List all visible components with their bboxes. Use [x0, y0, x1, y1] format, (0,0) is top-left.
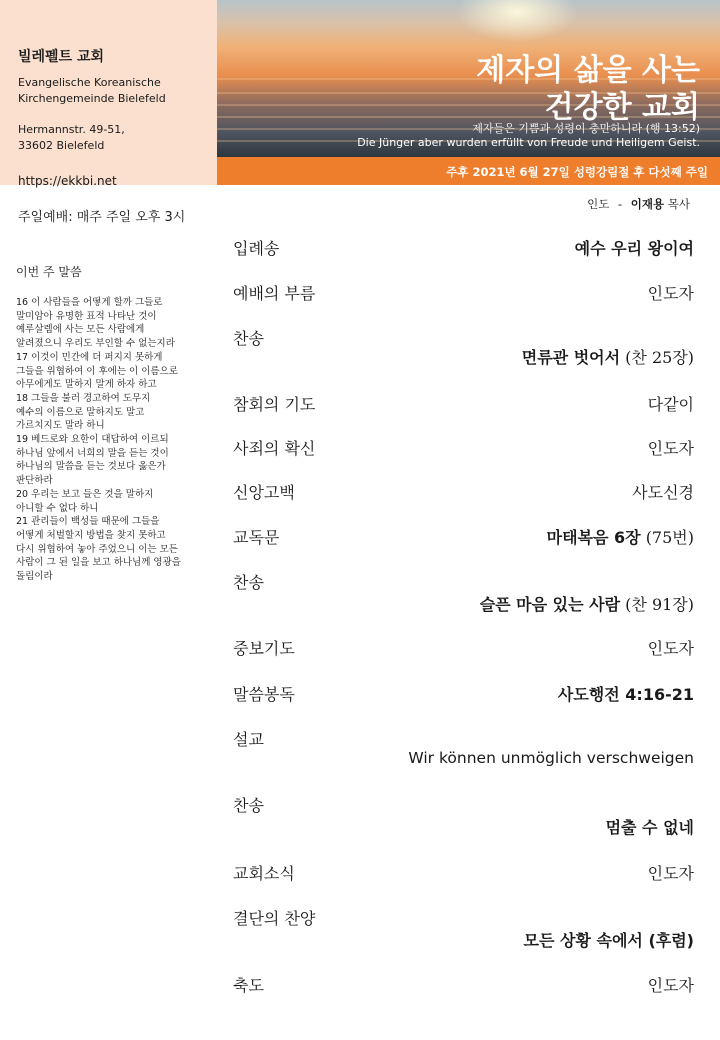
order-label-assurance: 사죄의 확신 [233, 439, 316, 458]
order-value-hymn-1 [522, 345, 694, 368]
order-label-commitment-song: 결단의 찬양 [233, 909, 316, 928]
hymn-1-title: 면류관 벗어서 [521, 348, 621, 367]
order-label-hymn-3: 찬송 [233, 796, 264, 815]
order-label-confession: 참회의 기도 [233, 395, 316, 414]
order-label-benediction: 축도 [233, 976, 264, 995]
order-value-intercession: 인도자 [647, 639, 694, 658]
order-label-intercession: 중보기도 [233, 639, 295, 658]
order-value-announcements: 인도자 [647, 864, 694, 883]
leader-title: 목사 [667, 197, 690, 211]
motto-line1: 제자의 삶을 사는 [476, 53, 700, 88]
order-value-assurance: 인도자 [647, 439, 694, 458]
order-label-scripture-reading: 말씀봉독 [233, 685, 295, 704]
theme-verse-ko: 제자들은 기쁨과 성령이 충만하니라 (행 13:52) [472, 122, 700, 135]
hymn-2-ref: (찬 91장) [625, 595, 694, 614]
order-value-hymn-3: 멈출 수 없네 [605, 818, 694, 837]
order-value-benediction: 인도자 [647, 976, 694, 995]
order-label-call-to-worship: 예배의 부름 [233, 284, 316, 303]
address-line2: 33602 Bielefeld [18, 139, 105, 152]
address-line1: Hermannstr. 49-51, [18, 123, 125, 136]
website-link[interactable]: https://ekkbi.net [18, 174, 117, 188]
order-label-responsive-reading: 교독문 [233, 528, 280, 547]
church-name-de-line2: Kirchengemeinde Bielefeld [18, 92, 166, 105]
hymn-1-ref: (찬 25장) [625, 348, 694, 367]
order-value-entrance-hymn: 예수 우리 왕이여 [574, 239, 694, 258]
order-value-call-to-worship: 인도자 [647, 284, 694, 303]
order-value-hymn-2 [480, 592, 694, 615]
order-label-entrance-hymn: 입례송 [233, 239, 280, 258]
order-value-responsive-reading [547, 525, 694, 548]
church-info-panel [0, 0, 217, 188]
responsive-reading-ref: (75번) [645, 528, 694, 547]
church-name-ko: 빌레펠트 교회 [18, 49, 105, 65]
theme-verse-de: Die Jünger aber wurden erfüllt von Freude und Heiligem Geist. [357, 136, 700, 149]
sunset-banner [217, 0, 720, 157]
leader-role: 인도 [587, 197, 610, 211]
order-value-creed: 사도신경 [632, 483, 694, 502]
worship-leader [587, 196, 690, 212]
order-value-scripture-reading: 사도행전 4:16-21 [557, 685, 694, 704]
hymn-2-title: 슬픈 마음 있는 사람 [479, 595, 621, 614]
order-label-announcements: 교회소식 [233, 864, 295, 883]
scripture-text: 16 이 사람들을 어떻게 할까 그들로 말미암아 유명한 표적 나타난 것이 예루살렘에 사는 모든 사람에게 알려졌으니 우리도 부인할 수 없는지라 17 이것이 민간에 더 퍼지지 못하게 그들을 위협하여 이 후에는 이 이름으로 아무에게도 말하지 말게 하자 하고 18 그들을 불러 경고하여 도무지 예수의 이름으로 말하지도 말고 가르치지도 말라 하니 19 베드로와 요한이 대답하여 이르되 하나님 앞에서 너희의 말을 듣는 것이 하나님의 말씀을 듣는 것보다 옳은가 판단하라 20 우리는 보고 들은 것을 말하지 아니할 수 없다 하니 21 관리들이 백성들 때문에 그들을 어떻게 처벌할지 방법을 찾지 못하고 다시 위협하여 놓아 주었으니 이는 모든 사람이 그 된 일을 보고 하나님께 영광을 돌림이라 [16, 297, 181, 583]
leader-name: 이재용 [630, 197, 665, 211]
order-label-hymn-1: 찬송 [233, 329, 264, 348]
order-value-commitment-song: 모든 상황 속에서 (후렴) [523, 931, 694, 950]
responsive-reading-title: 마태복음 6장 [546, 528, 641, 547]
motto-line2: 건강한 교회 [544, 90, 700, 125]
order-value-confession: 다같이 [647, 395, 694, 414]
order-label-sermon: 설교 [233, 730, 264, 749]
service-date-bar: 주후 2021년 6월 27일 성령강림절 후 다섯째 주일 [217, 157, 720, 185]
service-time: 주일예배: 매주 주일 오후 3시 [18, 210, 186, 225]
leader-separator: - [617, 197, 623, 211]
order-label-creed: 신앙고백 [233, 483, 295, 502]
order-label-hymn-2: 찬송 [233, 573, 264, 592]
week-word-title: 이번 주 말씀 [16, 265, 82, 279]
order-value-sermon: Wir können unmöglich verschweigen [408, 749, 694, 767]
church-name-de-line1: Evangelische Koreanische [18, 76, 161, 89]
